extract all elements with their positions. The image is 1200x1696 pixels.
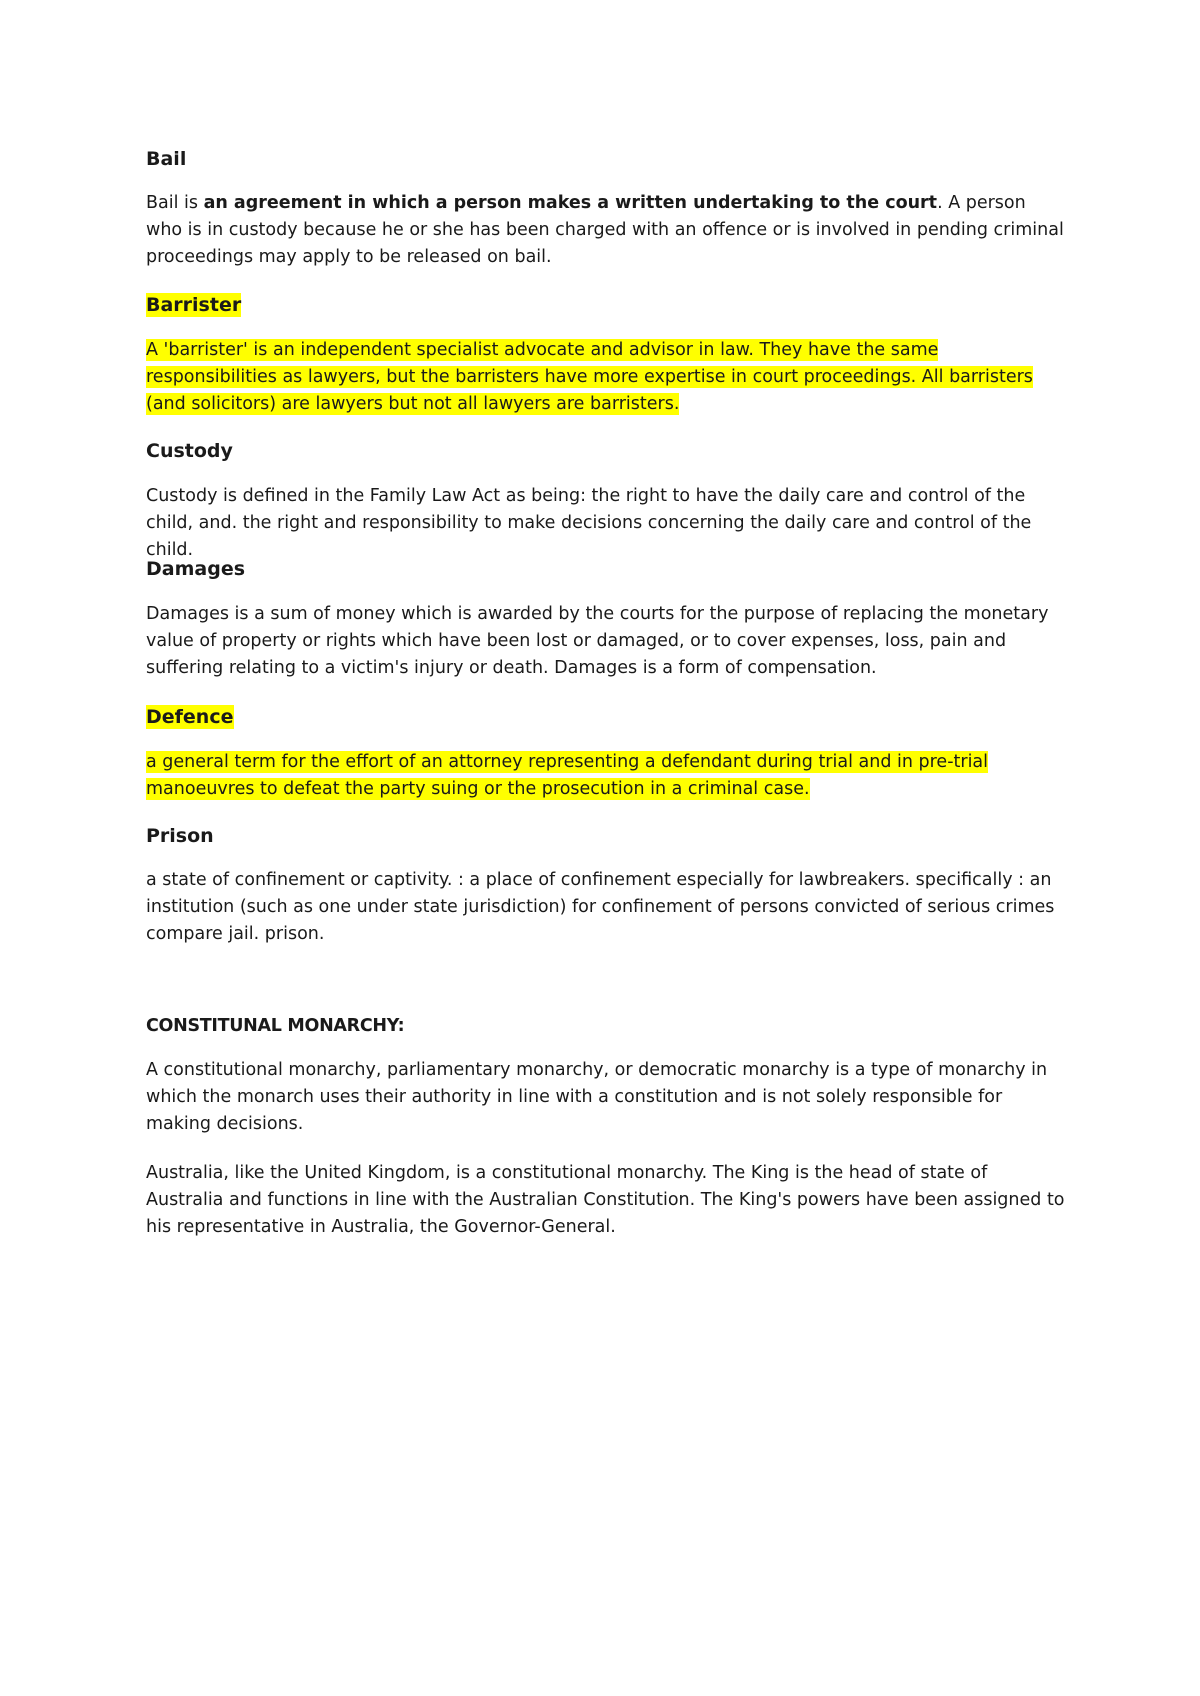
paragraph-constitutional-1: A constitutional monarchy, parliamentary monarchy, or democratic monarchy is a type of monarchy in which the monarch uses their authority in line with a constitution and is not solely responsible for making decisions. — [146, 1060, 1048, 1134]
term-barrister-highlight: Barrister — [146, 294, 242, 316]
definition-bail-bold: an agreement in which a person makes a written undertaking to the court — [203, 193, 938, 213]
term-prison: Prison — [146, 825, 214, 847]
paragraph-constitutional-2: Australia, like the United Kingdom, is a constitutional monarchy. The King is the head of state of Australia and functions in line with the Australian Constitution. The King's powers have been assigned to his representative in Australia, the Governor-General. — [146, 1163, 1065, 1237]
term-defence-highlight: Defence — [146, 706, 234, 728]
definition-custody: Custody is defined in the Family Law Act as being: the right to have the daily care and control of the child, and. the right and responsibility to make decisions concerning the daily care and control of the child. — [146, 486, 1032, 560]
term-custody: Custody — [146, 440, 233, 462]
definition-defence-highlight: a general term for the effort of an attorney representing a defendant during trial and in pre-trial manoeuvres to defeat the party suing or the prosecution in a criminal case. — [146, 752, 989, 799]
definition-bail-rest: . A person who is in custody because he or she has been charged with an offence or is involved in pending criminal proceedings may apply to be released on bail. — [146, 193, 1064, 267]
definition-barrister-highlight: A 'barrister' is an independent specialist advocate and advisor in law. They have the same responsibilities as lawyers, but the barristers have more expertise in court proceedings. All barristers (and solicitors) are lawyers but not all lawyers are barristers. — [146, 340, 1033, 414]
term-defence — [146, 704, 234, 730]
definition-damages: Damages is a sum of money which is awarded by the courts for the purpose of replacing the monetary value of property or rights which have been lost or damaged, or to cover expenses, loss, pain and suffering relating to a victim's injury or death. Damages is a form of compensation. — [146, 604, 1049, 678]
term-bail: Bail — [146, 148, 187, 170]
definition-prison: a state of confinement or captivity. : a place of confinement especially for lawbreakers. specifically : an institution (such as one under state jurisdiction) for confinement of persons convicted of serious crimes compare jail. prison. — [146, 870, 1055, 944]
heading-constitutional-monarchy: CONSTITUNAL MONARCHY: — [146, 1016, 405, 1036]
definition-barrister — [146, 337, 1066, 418]
definition-defence — [146, 749, 1066, 803]
definition-bail — [146, 190, 1066, 271]
definition-bail-lead: Bail is — [146, 193, 204, 213]
term-barrister — [146, 292, 241, 318]
term-damages: Damages — [146, 558, 246, 580]
